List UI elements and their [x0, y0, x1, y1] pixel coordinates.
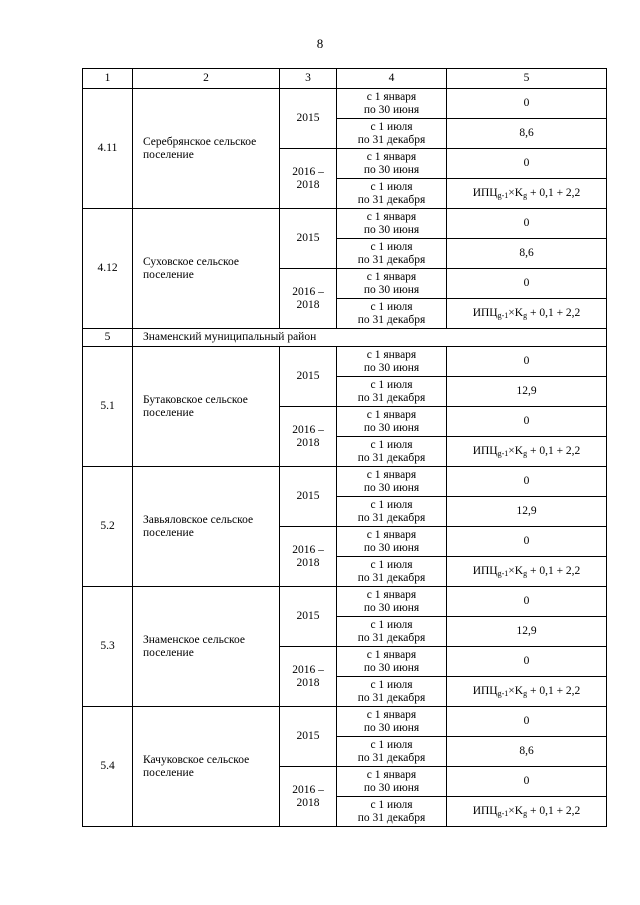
- period-line: с 1 января: [366, 768, 417, 781]
- header-row: [83, 69, 607, 89]
- formula-sub: g-1: [497, 311, 509, 320]
- row-number: 5.3: [83, 587, 133, 707]
- row-number: 4.12: [83, 209, 133, 329]
- settlement-name: [133, 587, 280, 707]
- year-line: 2016 –: [292, 285, 324, 298]
- formula-mid: ×K: [508, 187, 524, 199]
- formula-cell: [447, 677, 607, 707]
- formula-sub: g-1: [497, 449, 509, 458]
- value-cell: 12,9: [447, 377, 607, 407]
- formula-cell: [447, 299, 607, 329]
- period-line: по 31 декабря: [357, 313, 426, 326]
- formula-tail: + 0,1 + 2,2: [527, 565, 581, 577]
- value-cell: 0: [447, 467, 607, 497]
- year-cell: [280, 269, 337, 329]
- value-cell: 0: [447, 347, 607, 377]
- period-line: с 1 января: [366, 648, 417, 661]
- period-line: с 1 января: [366, 708, 417, 721]
- value-cell: 0: [447, 767, 607, 797]
- header-cell: 5: [447, 69, 607, 89]
- value-cell: 8,6: [447, 119, 607, 149]
- district-name: Знаменский муниципальный район: [133, 329, 607, 347]
- period-line: по 31 декабря: [357, 133, 426, 146]
- name-line: Суховское сельское: [143, 255, 239, 268]
- period-cell: [337, 587, 447, 617]
- period-line: с 1 января: [366, 588, 417, 601]
- formula-sub: g: [523, 569, 528, 578]
- name-line: поселение: [143, 646, 194, 659]
- name-line: поселение: [143, 766, 194, 779]
- table-row: [83, 587, 607, 617]
- table-row: [83, 467, 607, 497]
- year-line: 2016 –: [292, 543, 324, 556]
- period-line: по 31 декабря: [357, 511, 426, 524]
- name-line: Завьяловское сельское: [143, 513, 254, 526]
- period-line: с 1 июля: [370, 738, 413, 751]
- period-cell: [337, 527, 447, 557]
- name-line: поселение: [143, 148, 194, 161]
- period-cell: [337, 467, 447, 497]
- settlement-name: [133, 209, 280, 329]
- year-cell: 2015: [280, 707, 337, 767]
- value-cell: 8,6: [447, 239, 607, 269]
- name-line: поселение: [143, 406, 194, 419]
- formula-mid: ×K: [508, 307, 524, 319]
- table-row: [83, 707, 607, 737]
- year-cell: 2015: [280, 89, 337, 149]
- period-line: по 31 декабря: [357, 811, 426, 824]
- year-line: 2018: [296, 436, 320, 449]
- period-cell: [337, 89, 447, 119]
- period-cell: [337, 497, 447, 527]
- formula-sub: g-1: [497, 689, 509, 698]
- value-cell: 0: [447, 527, 607, 557]
- value-cell: 0: [447, 587, 607, 617]
- formula-tail: + 0,1 + 2,2: [527, 307, 581, 319]
- period-line: по 30 июня: [363, 421, 420, 434]
- period-cell: [337, 437, 447, 467]
- period-cell: [337, 209, 447, 239]
- formula-cell: [447, 797, 607, 827]
- period-line: по 31 декабря: [357, 751, 426, 764]
- period-cell: [337, 707, 447, 737]
- period-line: с 1 января: [366, 468, 417, 481]
- period-line: с 1 июля: [370, 180, 413, 193]
- tariff-table: [82, 68, 607, 827]
- name-line: Серебрянское сельское: [143, 135, 257, 148]
- formula-tail: + 0,1 + 2,2: [527, 805, 581, 817]
- value-cell: 8,6: [447, 737, 607, 767]
- period-line: с 1 января: [366, 528, 417, 541]
- year-cell: [280, 647, 337, 707]
- settlement-name: [133, 707, 280, 827]
- formula-sub: g: [523, 689, 528, 698]
- period-cell: [337, 407, 447, 437]
- formula-cell: [447, 179, 607, 209]
- year-line: 2016 –: [292, 663, 324, 676]
- year-cell: 2015: [280, 347, 337, 407]
- formula-main: ИПЦ: [472, 805, 498, 817]
- period-line: с 1 июля: [370, 798, 413, 811]
- value-cell: 12,9: [447, 497, 607, 527]
- formula-mid: ×K: [508, 685, 524, 697]
- page-number: 8: [316, 36, 324, 51]
- formula-sub: g-1: [497, 191, 509, 200]
- name-line: Качуковское сельское: [143, 753, 250, 766]
- period-line: с 1 июля: [370, 498, 413, 511]
- period-line: с 1 января: [366, 90, 417, 103]
- year-cell: [280, 527, 337, 587]
- formula-mid: ×K: [508, 805, 524, 817]
- period-cell: [337, 767, 447, 797]
- period-line: по 30 июня: [363, 103, 420, 116]
- period-line: с 1 января: [366, 348, 417, 361]
- period-line: с 1 июля: [370, 240, 413, 253]
- period-cell: [337, 737, 447, 767]
- value-cell: 0: [447, 407, 607, 437]
- formula-main: ИПЦ: [472, 187, 498, 199]
- period-line: с 1 июля: [370, 378, 413, 391]
- formula-tail: + 0,1 + 2,2: [527, 187, 581, 199]
- table-row: [83, 209, 607, 239]
- year-cell: 2015: [280, 467, 337, 527]
- period-cell: [337, 677, 447, 707]
- period-line: с 1 июля: [370, 438, 413, 451]
- row-number: 5.1: [83, 347, 133, 467]
- period-cell: [337, 149, 447, 179]
- header-cell: 2: [133, 69, 280, 89]
- period-line: по 31 декабря: [357, 451, 426, 464]
- formula-main: ИПЦ: [472, 307, 498, 319]
- year-cell: [280, 407, 337, 467]
- year-cell: [280, 767, 337, 827]
- formula-tail: + 0,1 + 2,2: [527, 685, 581, 697]
- period-line: по 30 июня: [363, 223, 420, 236]
- formula-tail: + 0,1 + 2,2: [527, 445, 581, 457]
- period-cell: [337, 269, 447, 299]
- period-cell: [337, 299, 447, 329]
- settlement-name: [133, 89, 280, 209]
- period-line: по 31 декабря: [357, 193, 426, 206]
- formula-sub: g: [523, 191, 528, 200]
- year-line: 2016 –: [292, 165, 324, 178]
- value-cell: 0: [447, 707, 607, 737]
- period-cell: [337, 647, 447, 677]
- year-line: 2018: [296, 676, 320, 689]
- row-number: 5.4: [83, 707, 133, 827]
- header-cell: 3: [280, 69, 337, 89]
- period-line: с 1 января: [366, 210, 417, 223]
- period-line: по 31 декабря: [357, 631, 426, 644]
- year-cell: 2015: [280, 587, 337, 647]
- period-line: с 1 января: [366, 408, 417, 421]
- year-line: 2018: [296, 178, 320, 191]
- period-line: по 31 декабря: [357, 691, 426, 704]
- formula-cell: [447, 437, 607, 467]
- formula-main: ИПЦ: [472, 445, 498, 457]
- year-line: 2016 –: [292, 423, 324, 436]
- period-cell: [337, 797, 447, 827]
- formula-sub: g-1: [497, 569, 509, 578]
- row-number: 4.11: [83, 89, 133, 209]
- value-cell: 12,9: [447, 617, 607, 647]
- name-line: Бутаковское сельское: [143, 393, 248, 406]
- period-line: по 30 июня: [363, 601, 420, 614]
- period-line: с 1 января: [366, 270, 417, 283]
- period-line: по 30 июня: [363, 661, 420, 674]
- district-number: 5: [83, 329, 133, 347]
- name-line: поселение: [143, 526, 194, 539]
- period-line: с 1 июля: [370, 618, 413, 631]
- period-cell: [337, 347, 447, 377]
- period-line: с 1 июля: [370, 558, 413, 571]
- period-cell: [337, 377, 447, 407]
- formula-cell: [447, 557, 607, 587]
- period-line: с 1 июля: [370, 300, 413, 313]
- period-cell: [337, 557, 447, 587]
- table-row: [83, 89, 607, 119]
- period-cell: [337, 617, 447, 647]
- header-cell: 1: [83, 69, 133, 89]
- formula-sub: g: [523, 449, 528, 458]
- period-line: по 30 июня: [363, 481, 420, 494]
- formula-main: ИПЦ: [472, 565, 498, 577]
- year-line: 2018: [296, 796, 320, 809]
- period-cell: [337, 239, 447, 269]
- value-cell: 0: [447, 149, 607, 179]
- district-row: [83, 329, 607, 347]
- value-cell: 0: [447, 269, 607, 299]
- formula-sub: g: [523, 809, 528, 818]
- table-row: [83, 347, 607, 377]
- settlement-name: [133, 467, 280, 587]
- name-line: Знаменское сельское: [143, 633, 245, 646]
- year-line: 2016 –: [292, 783, 324, 796]
- formula-mid: ×K: [508, 565, 524, 577]
- period-cell: [337, 119, 447, 149]
- year-cell: [280, 149, 337, 209]
- formula-main: ИПЦ: [472, 685, 498, 697]
- name-line: поселение: [143, 268, 194, 281]
- formula-sub: g: [523, 311, 528, 320]
- value-cell: 0: [447, 647, 607, 677]
- value-cell: 0: [447, 209, 607, 239]
- period-line: с 1 июля: [370, 678, 413, 691]
- formula-mid: ×K: [508, 445, 524, 457]
- year-line: 2018: [296, 298, 320, 311]
- settlement-name: [133, 347, 280, 467]
- period-line: по 30 июня: [363, 541, 420, 554]
- period-line: по 30 июня: [363, 283, 420, 296]
- period-line: по 31 декабря: [357, 571, 426, 584]
- period-line: по 30 июня: [363, 781, 420, 794]
- period-line: по 30 июня: [363, 163, 420, 176]
- row-number: 5.2: [83, 467, 133, 587]
- period-line: с 1 января: [366, 150, 417, 163]
- period-line: по 30 июня: [363, 361, 420, 374]
- year-line: 2018: [296, 556, 320, 569]
- value-cell: 0: [447, 89, 607, 119]
- period-cell: [337, 179, 447, 209]
- period-line: по 31 декабря: [357, 253, 426, 266]
- header-cell: 4: [337, 69, 447, 89]
- year-cell: 2015: [280, 209, 337, 269]
- period-line: с 1 июля: [370, 120, 413, 133]
- formula-sub: g-1: [497, 809, 509, 818]
- period-line: по 31 декабря: [357, 391, 426, 404]
- period-line: по 30 июня: [363, 721, 420, 734]
